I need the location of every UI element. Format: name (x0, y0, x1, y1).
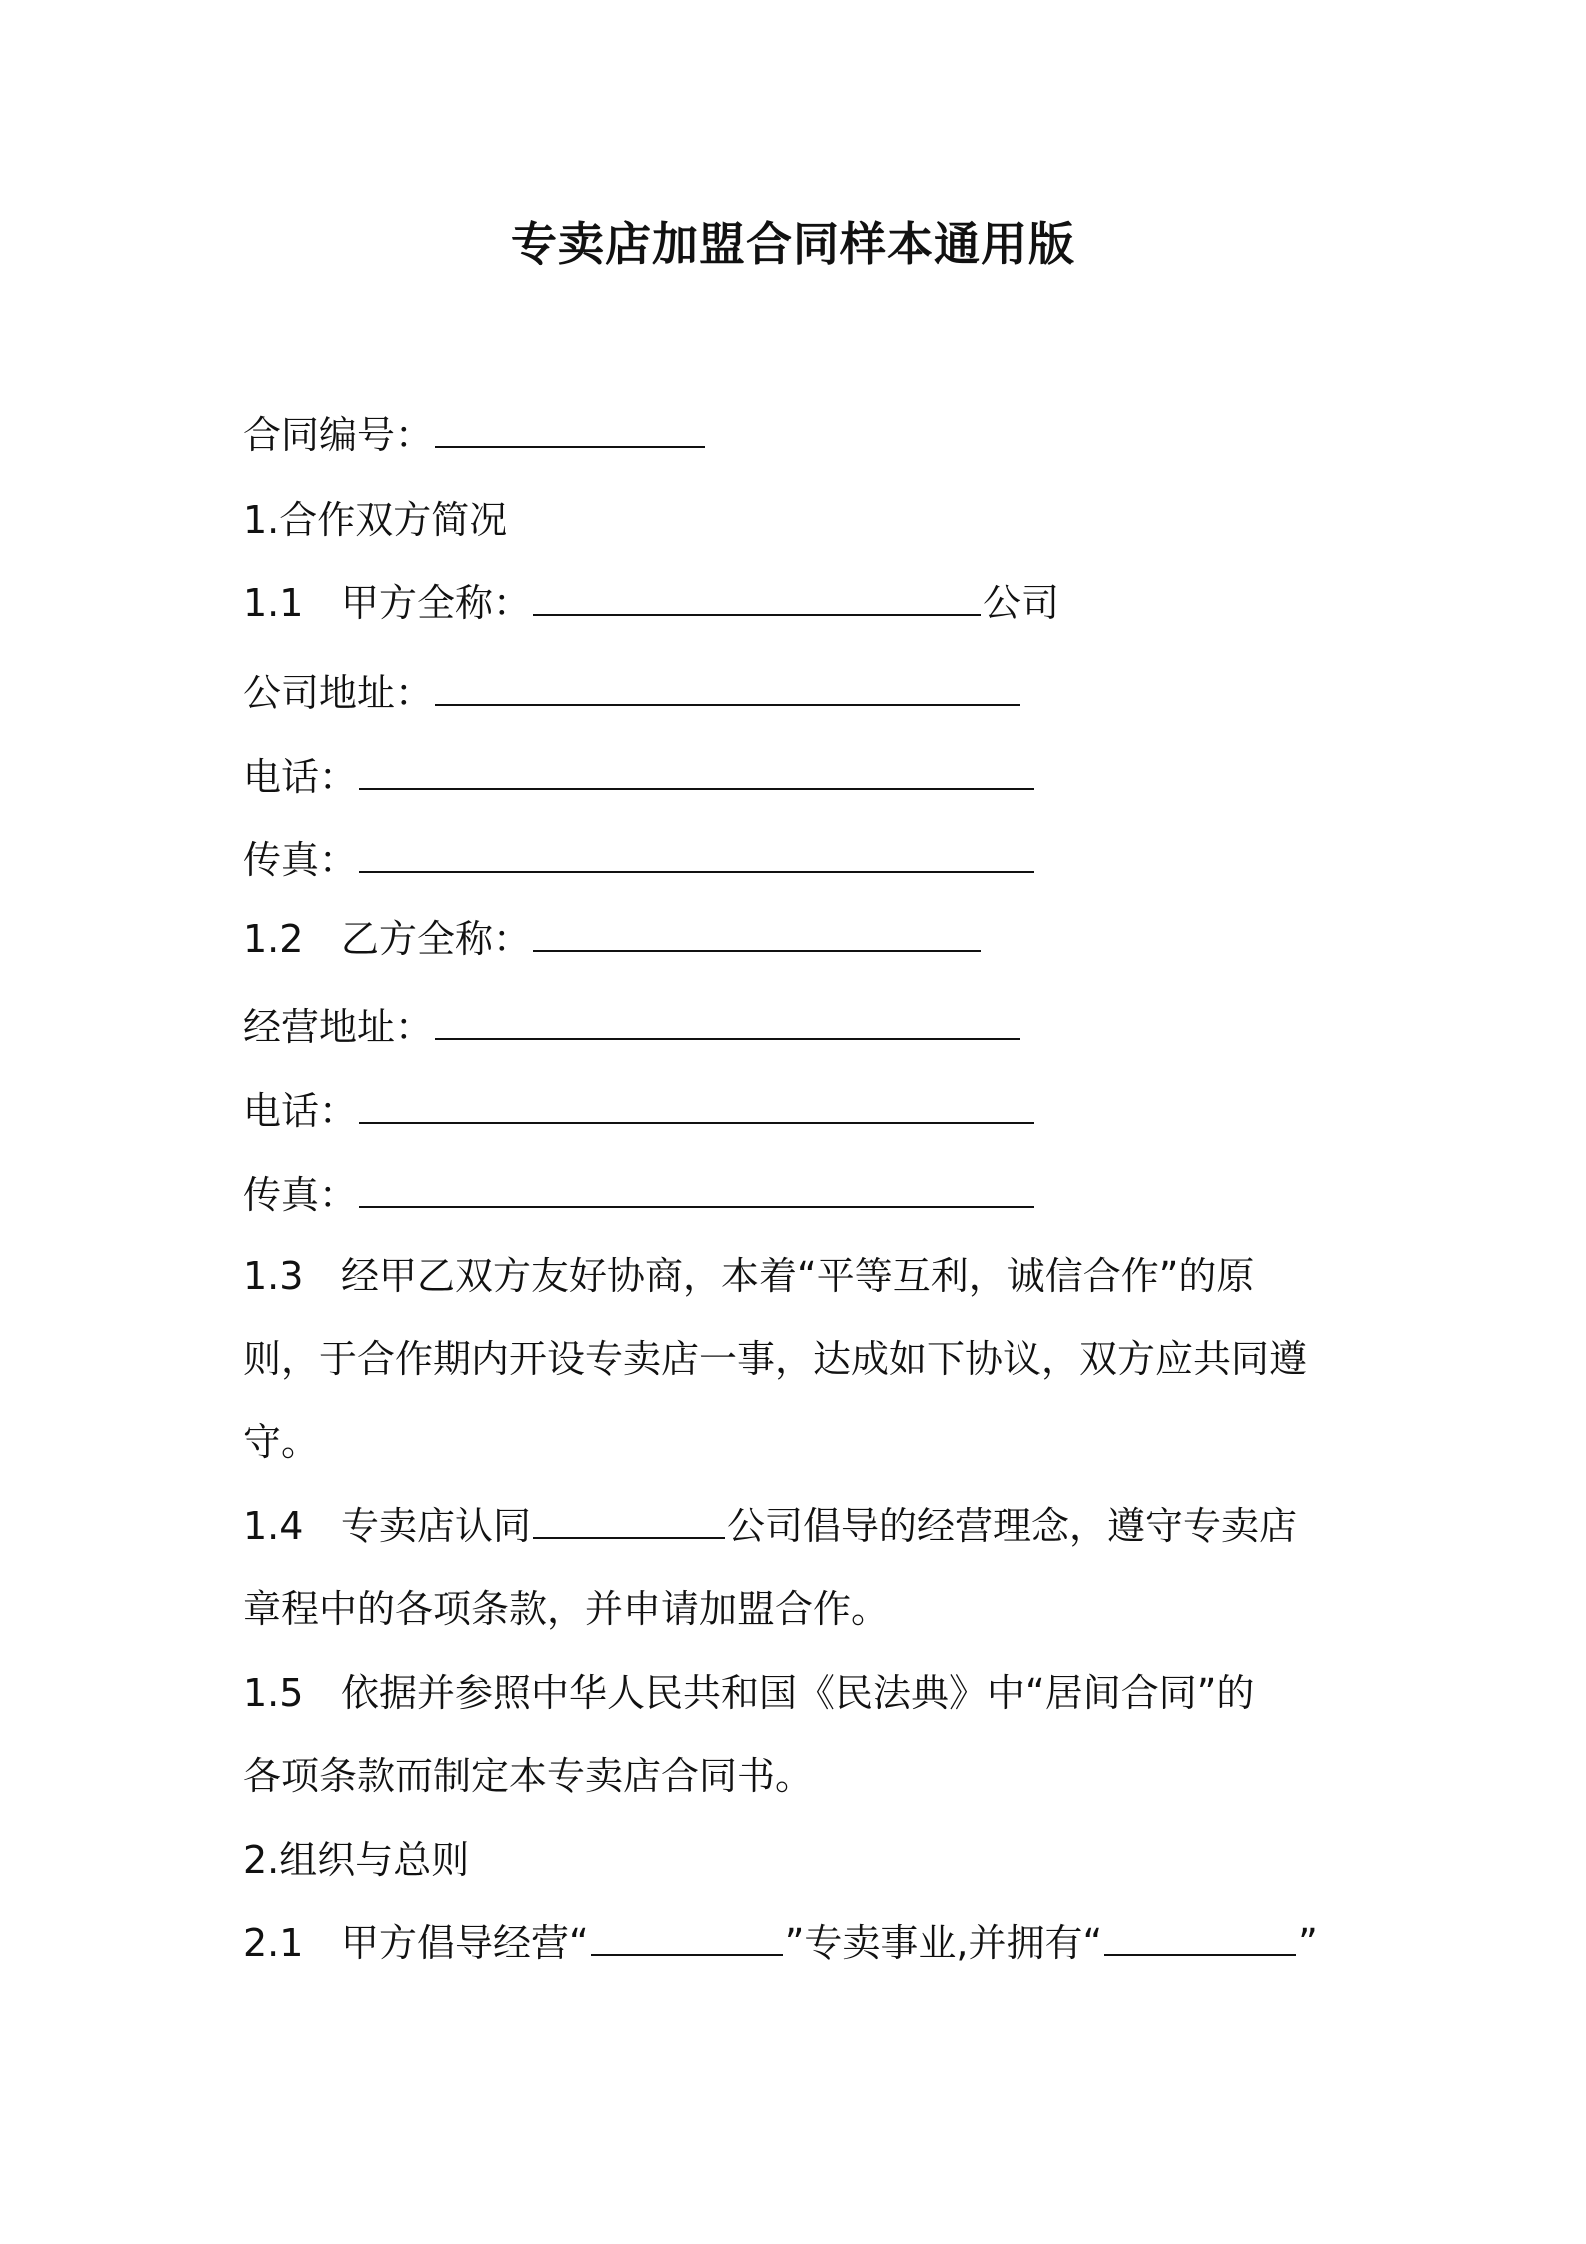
clause-number: 2.1 (243, 1921, 304, 1965)
party-a-address-blank[interactable] (435, 670, 1020, 706)
party-a-address-label: 公司地址： (243, 671, 434, 715)
party-b-name-blank[interactable] (533, 916, 981, 952)
clause-1-5-text-1: 依据并参照中华人民共和国《民法典》中“居间合同”的 (341, 1671, 1255, 1715)
party-b-fax-blank[interactable] (359, 1172, 1034, 1208)
clause-1-5-line-2: 各项条款而制定本专卖店合同书。 (243, 1754, 814, 1798)
clause-2-1-text-pre: 甲方倡导经营“ (341, 1921, 589, 1965)
clause-2-1-text-mid: ”专卖事业,并拥有“ (784, 1921, 1103, 1965)
party-b-phone-blank[interactable] (359, 1088, 1034, 1124)
party-b-fax-line (243, 1170, 1036, 1220)
party-a-name-suffix: 公司 (983, 581, 1060, 625)
clause-1-3-line-3: 守。 (243, 1420, 320, 1464)
party-b-phone-label: 电话： (243, 1089, 358, 1133)
party-a-phone-line (243, 752, 1036, 802)
clause-1-4-text-post: 公司倡导的经营理念，遵守专卖店 (727, 1504, 1298, 1548)
clause-1-3-text-1: 经甲乙双方友好协商，本着“平等互利，诚信合作”的原 (341, 1254, 1255, 1298)
party-a-name-blank[interactable] (533, 580, 981, 616)
contract-number-label: 合同编号： (243, 413, 434, 457)
clause-1-5-line-1 (243, 1668, 1254, 1718)
clause-number: 1.1 (243, 581, 304, 625)
clause-number: 1.2 (243, 917, 304, 961)
clause-1-4-company-blank[interactable] (533, 1503, 725, 1539)
clause-1-3-line-1 (243, 1251, 1254, 1301)
section-1-heading: 1.合作双方简况 (243, 498, 508, 542)
section-2-heading: 2.组织与总则 (243, 1838, 470, 1882)
party-a-phone-blank[interactable] (359, 754, 1034, 790)
clause-1-4-line-2: 章程中的各项条款，并申请加盟合作。 (243, 1587, 890, 1631)
clause-1-4-text-pre: 专卖店认同 (341, 1504, 532, 1548)
clause-2-1-business-blank[interactable] (591, 1920, 783, 1956)
clause-number: 1.3 (243, 1254, 304, 1298)
clause-2-1-brand-blank[interactable] (1104, 1920, 1296, 1956)
party-a-fax-label: 传真： (243, 838, 358, 882)
party-a-name-label: 甲方全称： (341, 581, 532, 625)
party-b-fax-label: 传真： (243, 1173, 358, 1217)
party-a-phone-label: 电话： (243, 755, 358, 799)
clause-1-4-line-1 (243, 1501, 1297, 1551)
party-b-address-line (243, 1002, 1022, 1052)
clause-number: 1.4 (243, 1504, 304, 1548)
party-a-fax-blank[interactable] (359, 837, 1034, 873)
document-title: 专卖店加盟合同样本通用版 (511, 217, 1075, 271)
clause-2-1-text-post: ” (1298, 1921, 1318, 1965)
clause-number: 1.5 (243, 1671, 304, 1715)
party-a-fax-line (243, 835, 1036, 885)
party-b-name-label: 乙方全称： (341, 917, 532, 961)
party-b-phone-line (243, 1086, 1036, 1136)
party-a-name-line (243, 578, 1059, 628)
party-b-address-label: 经营地址： (243, 1005, 434, 1049)
clause-2-1-line-1 (243, 1918, 1318, 1968)
contract-number-blank[interactable] (435, 412, 705, 448)
party-b-address-blank[interactable] (435, 1004, 1020, 1040)
contract-number-line (243, 410, 707, 460)
party-b-name-line (243, 914, 983, 964)
party-a-address-line (243, 668, 1022, 718)
clause-1-3-line-2: 则，于合作期内开设专卖店一事，达成如下协议，双方应共同遵 (243, 1337, 1308, 1381)
